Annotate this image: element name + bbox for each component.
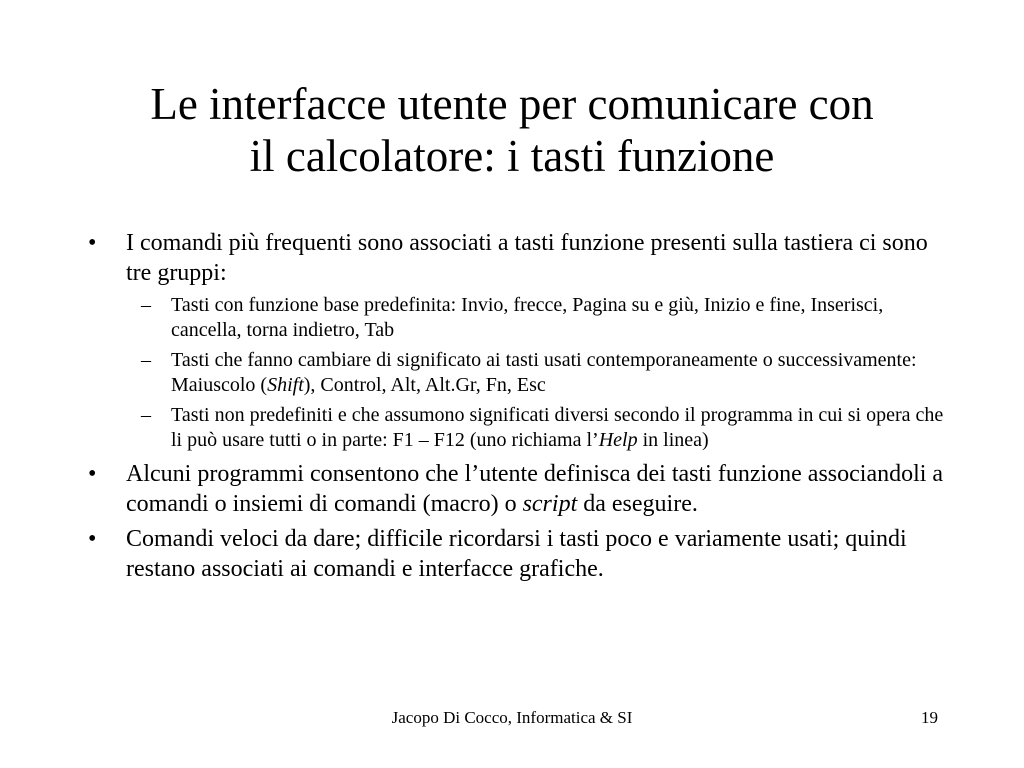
sub-item-text: Tasti non predefiniti e che assumono significati diversi secondo il programma in cui si opera che li può usare tutti o in parte: F1 – F12 (uno richiama l’ — [171, 404, 944, 451]
sub-item-base-keys — [126, 293, 946, 343]
sub-bullet-list — [126, 293, 946, 453]
bullet-glyph: • — [88, 526, 97, 552]
footer-author: Jacopo Di Cocco, Informatica & SI — [391, 708, 633, 727]
dash-glyph: – — [141, 294, 151, 316]
sub-item-text-after: ), Control, Alt, Alt.Gr, Fn, Esc — [303, 374, 546, 396]
sub-item-emphasis-shift: Shift — [267, 374, 304, 396]
bullet-text: Comandi veloci da dare; difficile ricordarsi i tasti poco e variamente usati; quindi restano associati ai comandi e interfacce grafiche. — [126, 526, 907, 582]
bullet-item-quick-commands — [86, 524, 946, 584]
sub-item-emphasis-help: Help — [598, 429, 638, 451]
sub-item-text: Tasti con funzione base predefinita: Invio, frecce, Pagina su e giù, Inizio e fine, Inserisci, cancella, torna indietro, Tab — [171, 294, 884, 341]
bullet-text-after: da eseguire. — [577, 491, 698, 517]
bullet-text: Alcuni programmi consentono che l’utente definisca dei tasti funzione associandoli a comandi o insiemi di comandi (macro) o — [126, 461, 944, 517]
bullet-item-custom-keys — [86, 459, 946, 519]
bullet-text: I comandi più frequenti sono associati a tasti funzione presenti sulla tastiera ci sono tre gruppi: — [126, 230, 928, 286]
bullet-glyph: • — [88, 230, 97, 256]
page-number: 19 — [921, 708, 938, 727]
dash-glyph: – — [141, 349, 151, 371]
sub-item-program-keys — [126, 403, 946, 453]
slide-title-line-2: il calcolatore: i tasti funzione — [249, 131, 775, 181]
slide-title-line-1: Le interfacce utente per comunicare con — [150, 79, 874, 129]
bullet-emphasis-script: script — [522, 491, 578, 517]
slide-title — [60, 78, 964, 182]
bullet-glyph: • — [88, 461, 97, 487]
sub-item-modifier-keys — [126, 348, 946, 398]
bullet-item-function-keys — [86, 228, 946, 453]
sub-item-text: Tasti che fanno cambiare di significato ai tasti usati contemporaneamente o successivamente: Maiuscolo ( — [171, 349, 917, 396]
bullet-list — [86, 228, 946, 589]
sub-item-text-after: in linea) — [637, 429, 709, 451]
dash-glyph: – — [141, 404, 151, 426]
